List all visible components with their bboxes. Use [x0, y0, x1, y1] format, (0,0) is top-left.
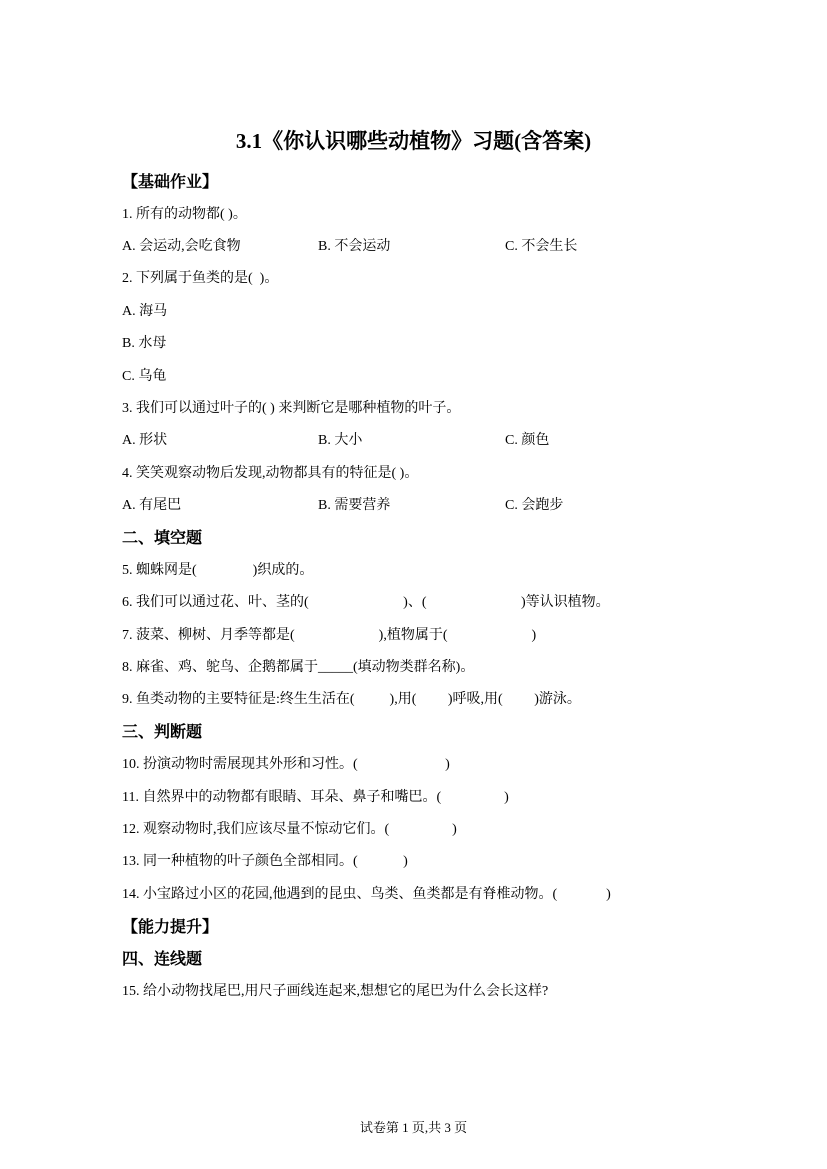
question-7: 7. 菠菜、柳树、月季等都是( ),植物属于( ) [122, 627, 537, 643]
question-2-option-b: B. 水母 [122, 336, 167, 352]
page-footer: 试卷第 1 页,共 3 页 [359, 1120, 468, 1135]
page-title: 3.1《你认识哪些动植物》习题(含答案) [235, 129, 592, 153]
question-4-option-a: A. 有尾巴 [122, 498, 182, 514]
question-1-option-b: B. 不会运动 [318, 238, 391, 254]
question-4: 4. 笑笑观察动物后发现,动物都具有的特征是( )。 [122, 465, 419, 481]
section-heading-matching: 四、连线题 [122, 951, 203, 969]
question-14: 14. 小宝路过小区的花园,他遇到的昆虫、鸟类、鱼类都是有脊椎动物。( ) [122, 886, 611, 902]
question-3: 3. 我们可以通过叶子的( ) 来判断它是哪种植物的叶子。 [122, 400, 461, 416]
question-3-option-a: A. 形状 [122, 433, 168, 449]
question-8: 8. 麻雀、鸡、鸵鸟、企鹅都属于_____(填动物类群名称)。 [122, 660, 475, 676]
question-4-options [122, 488, 708, 520]
question-2-option-a: A. 海马 [122, 303, 168, 319]
question-1-options [122, 229, 708, 261]
question-4-option-c: C. 会跑步 [505, 498, 564, 514]
question-6: 6. 我们可以通过花、叶、茎的( )、( )等认识植物。 [122, 595, 610, 611]
question-3-option-c: C. 颜色 [505, 433, 550, 449]
question-15: 15. 给小动物找尾巴,用尺子画线连起来,想想它的尾巴为什么会长这样? [122, 983, 549, 999]
question-1-option-c: C. 不会生长 [505, 238, 578, 254]
question-3-option-b: B. 大小 [318, 433, 363, 449]
question-1-option-a: A. 会运动,会吃食物 [122, 238, 241, 254]
question-3-options [122, 423, 708, 455]
question-4-option-b: B. 需要营养 [318, 498, 391, 514]
question-11: 11. 自然界中的动物都有眼睛、耳朵、鼻子和嘴巴。( ) [122, 789, 509, 805]
question-1: 1. 所有的动物都( )。 [122, 206, 247, 222]
question-2: 2. 下列属于鱼类的是( )。 [122, 271, 279, 287]
question-13: 13. 同一种植物的叶子颜色全部相同。( ) [122, 854, 408, 870]
question-2-option-c: C. 乌龟 [122, 368, 167, 384]
question-10: 10. 扮演动物时需展现其外形和习性。( ) [122, 757, 450, 773]
section-heading-ability-improvement: 【能力提升】 [122, 918, 219, 936]
section-heading-true-false: 三、判断题 [122, 724, 203, 742]
question-12: 12. 观察动物时,我们应该尽量不惊动它们。( ) [122, 822, 457, 837]
document-body [122, 164, 708, 1006]
section-heading-basic-homework: 【基础作业】 [122, 173, 219, 191]
question-5: 5. 蜘蛛网是( )织成的。 [122, 562, 314, 578]
section-heading-fill-in-blank: 二、填空题 [122, 529, 203, 547]
question-9: 9. 鱼类动物的主要特征是:终生生活在( ),用( )呼吸,用( )游泳。 [122, 692, 581, 708]
